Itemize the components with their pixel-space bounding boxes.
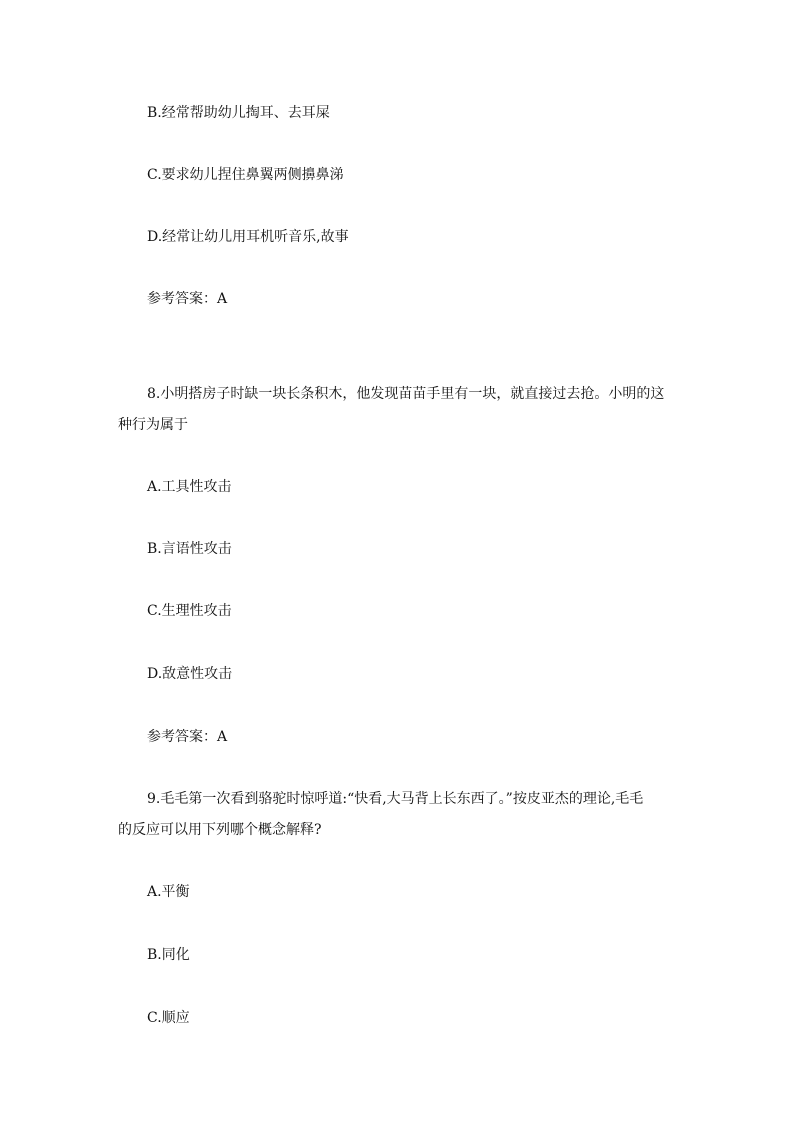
option-c: C.顺应	[147, 1010, 190, 1026]
reference-answer: 参考答案：A	[147, 729, 228, 745]
option-c: C.生理性攻击	[147, 603, 232, 619]
question-8-text: 8.小明搭房子时缺一块长条积木，他发现苗苗手里有一块，就直接过去抢。小明的这	[147, 386, 665, 402]
option-b: B.同化	[147, 947, 190, 963]
reference-answer: 参考答案：A	[147, 291, 228, 307]
option-d: D.敌意性攻击	[147, 666, 233, 682]
option-a: A.平衡	[147, 884, 190, 900]
question-9-text: 9.毛毛第一次看到骆驼时惊呼道:“快看,大马背上长东西了。”按皮亚杰的理论,毛毛	[147, 791, 644, 807]
option-a: A.工具性攻击	[147, 479, 232, 495]
question-8-text-cont: 种行为属于	[118, 417, 188, 433]
option-b: B.经常帮助幼儿掏耳、去耳屎	[147, 105, 330, 121]
option-b: B.言语性攻击	[147, 541, 232, 557]
option-c: C.要求幼儿捏住鼻翼两侧擤鼻涕	[147, 167, 344, 183]
option-d: D.经常让幼儿用耳机听音乐,故事	[147, 229, 349, 245]
question-9-text-cont: 的反应可以用下列哪个概念解释?	[118, 822, 322, 838]
